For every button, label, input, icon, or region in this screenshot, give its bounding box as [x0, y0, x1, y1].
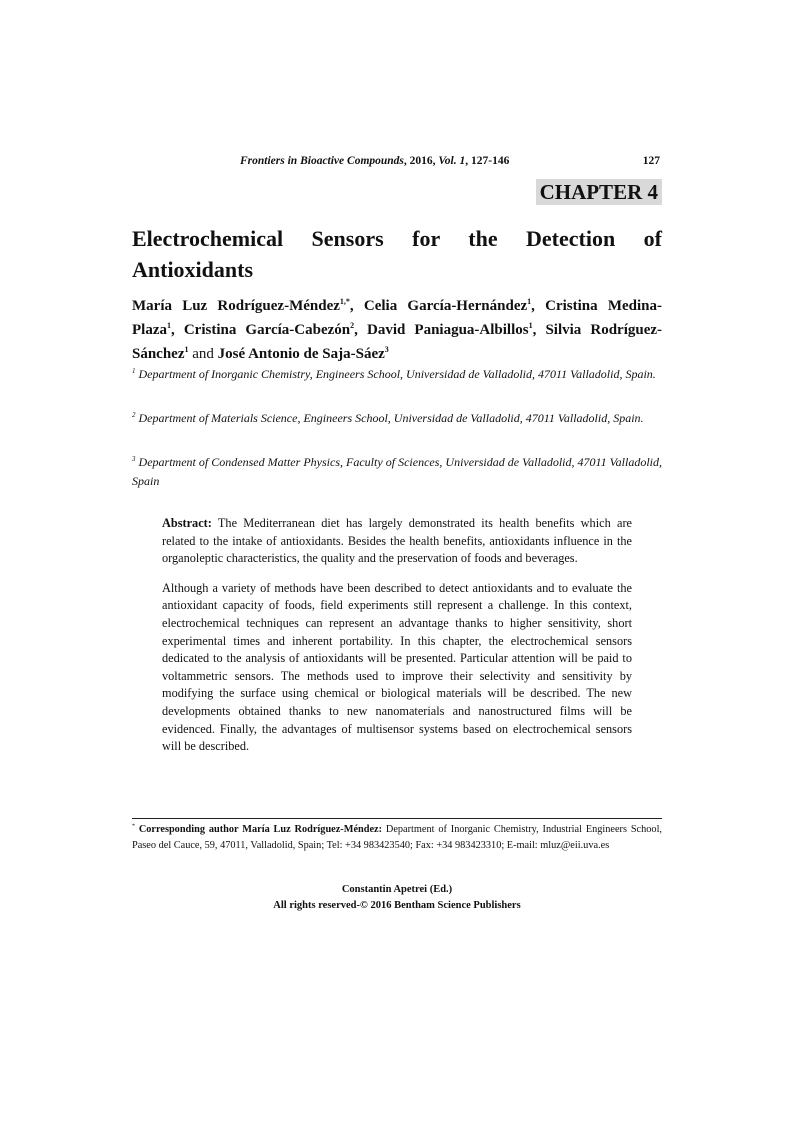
affiliation-2	[132, 409, 662, 428]
corresponding-author-footnote	[132, 822, 662, 854]
author-name: María Luz Rodríguez-Méndez	[132, 298, 340, 314]
author-name: David Paniagua-Albillos	[366, 322, 529, 338]
author-affiliation-mark: 1	[167, 321, 171, 330]
author-affiliation-mark: 1,*	[339, 297, 350, 306]
chapter-label: CHAPTER 4	[536, 179, 662, 205]
author-affiliation-mark: 1	[528, 321, 533, 330]
author-affiliation-mark: 2	[350, 321, 355, 330]
journal-year: , 2016,	[403, 155, 439, 167]
author-list: María Luz Rodríguez-Méndez$^{1,*}$, Celia García-Hernández$^1$, Cristina Medina-Plaza$^1$, Cristina García-Cabezón$^2$, David Paniagua-Albillos$^1$, Silvia Rodríguez-Sánchez$^1$ and José Antonio de Saja-Sáez$^3$	[132, 297, 663, 362]
chapter-title	[132, 223, 662, 285]
author-affiliation-mark: 1	[527, 297, 532, 306]
affiliation-number: 1	[132, 367, 136, 375]
author-name: Cristina Medina-Plaza	[132, 298, 663, 338]
abstract-label: Abstract:	[162, 516, 212, 530]
affiliation-text: Department of Materials Science, Engineers School, Universidad de Valladolid, 47011 Valladolid, Spain.	[138, 411, 644, 425]
affiliation-text: Department of Condensed Matter Physics, Faculty of Sciences, Universidad de Valladolid, 47011 Valladolid, Spain	[132, 455, 663, 488]
author-conjunction: and	[192, 346, 214, 362]
chapter-title-line-1: Electrochemical Sensors for the Detection of	[132, 226, 662, 251]
footnote-text: Department of Inorganic Chemistry, Industrial Engineers School, Paseo del Cauce, 59, 47011, Valladolid, Spain; Tel: +34 983423540; Fax: +34 983423310; E-mail: mluz@eii.uva.es	[132, 824, 663, 851]
abstract-paragraph-2: Although a variety of methods have been described to detect antioxidants and to evaluate the antioxidant capacity of foods, field experiments still represent a challenge. In this context, electrochemical techniques can represent an advantage thanks to higher sensitivity, short experimental times and inherent portability. In this chapter, the electrochemical sensors dedicated to the analysis of antioxidants will be presented. Particular attention will be paid to voltammetric sensors. The methods used to improve their selectivity and sensitivity by modifying the surface using chemical or biological materials will be described. The new developments obtained thanks to new nanomaterials and nanostructured films will be evidenced. Finally, the advantages of multisensor systems based on electrochemical sensors will be described.	[162, 580, 632, 754]
page-number: 127	[642, 155, 660, 167]
chapter-title-line-2: Antioxidants	[132, 257, 254, 282]
journal-title: Frontiers in Bioactive Compounds	[240, 155, 404, 167]
journal-citation	[240, 155, 509, 167]
affiliation-text: Department of Inorganic Chemistry, Engineers School, Universidad de Valladolid, 47011 Valladolid, Spain.	[138, 367, 656, 381]
author-name: Celia García-Hernández	[363, 298, 528, 314]
rights-line: All rights reserved-© 2016 Bentham Science Publishers	[273, 900, 521, 911]
author-affiliation-mark: 1	[184, 345, 189, 354]
affiliation-1	[132, 365, 662, 384]
author-name: Cristina García-Cabezón	[183, 322, 351, 338]
footnote-mark: *	[132, 823, 135, 830]
editor-line: Constantin Apetrei (Ed.)	[341, 884, 453, 895]
footnote-label: Corresponding author María Luz Rodríguez-Méndez:	[138, 824, 383, 835]
abstract	[162, 515, 632, 768]
abstract-text: The Mediterranean diet has largely demonstrated its health benefits which are related to the intake of antioxidants. Besides the health benefits, antioxidants influence in the organoleptic characteristics, the quality and the preservation of foods and beverages.	[162, 516, 632, 566]
journal-volume: Vol. 1	[438, 155, 466, 167]
affiliation-number: 2	[132, 411, 136, 419]
journal-pages: , 127-146	[465, 155, 510, 167]
abstract-paragraph-1	[162, 515, 632, 568]
author-name: José Antonio de Saja-Sáez	[217, 346, 385, 362]
author-affiliation-mark: 3	[384, 345, 389, 354]
affiliation-3	[132, 453, 662, 491]
footnote-divider	[132, 818, 662, 819]
affiliation-number: 3	[132, 455, 136, 463]
publication-info	[132, 882, 662, 914]
author-name: Silvia Rodríguez-Sánchez	[132, 322, 663, 362]
